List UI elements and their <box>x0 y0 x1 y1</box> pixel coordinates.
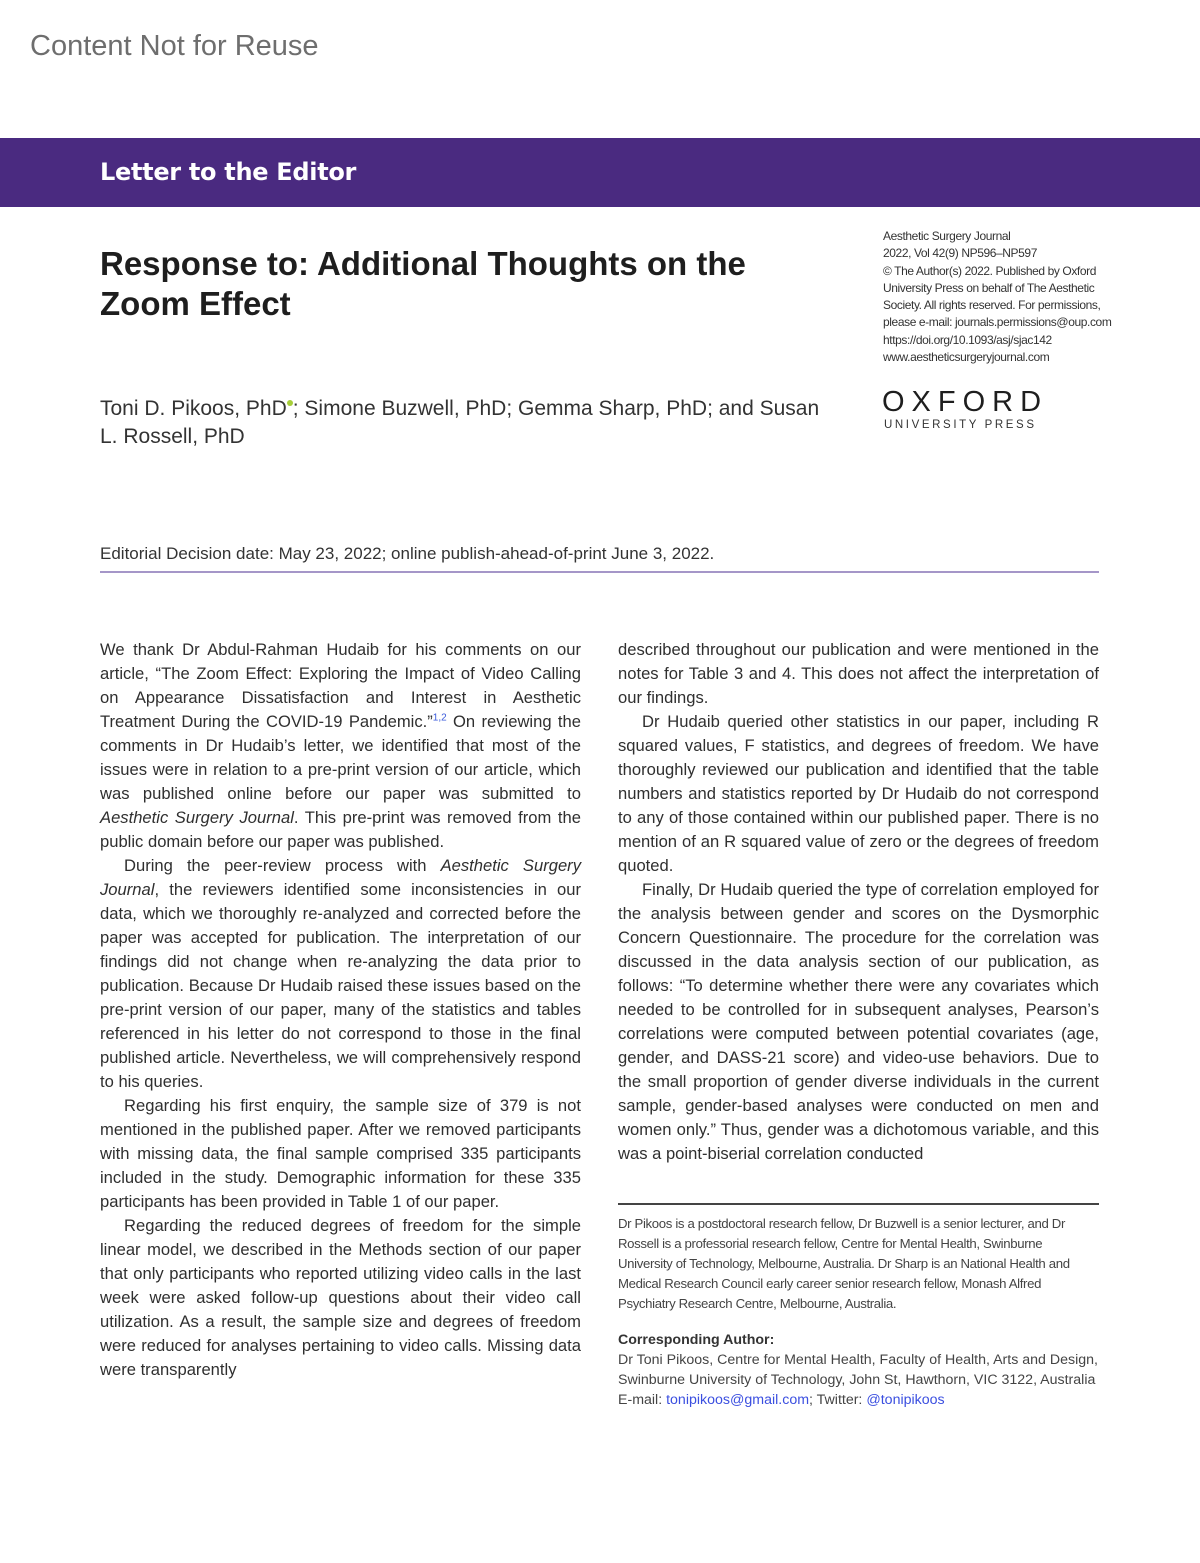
email-link[interactable]: tonipikoos@gmail.com <box>666 1392 810 1408</box>
paragraph: Finally, Dr Hudaib queried the type of correlation employed for the analysis between gender and scores on the Dysmorphic Concern Questionnaire. The procedure for the correlation was discussed in the data analysis section of our publication, as follows: “To determine whether there were any covariates which needed to be controlled for in subsequent analyses, Pearson’s correlations were computed between potential covariates (age, gender, and DASS-21 score) and video-use behaviors. Due to the small proportion of gender diverse individuals in the current sample, gender-based analyses were conducted on men and women only.” Thus, gender was a dichotomous variable, and this was a point-biserial correlation conducted <box>618 880 1099 1163</box>
paragraph: Regarding the reduced degrees of freedom for the simple linear model, we described in the Methods section of our paper that only participants who reported utilizing video calls in the last week were asked follow-up questions about their video call utilization. As a result, the sample size and degrees of freedom were reduced for analyses pertaining to video calls. Missing data were transparently <box>100 1216 581 1379</box>
twitter-link[interactable]: @tonipikoos <box>866 1392 945 1408</box>
journal-name: Aesthetic Surgery Journal <box>883 229 1011 243</box>
doi-link[interactable]: https://doi.org/10.1093/asj/sjac142 <box>883 332 1052 347</box>
paragraph: described throughout our publication and were mentioned in the notes for Table 3 and 4. This does not affect the interpretation of our findings. <box>618 640 1099 707</box>
text: We thank Dr Abdul-Rahman Hudaib for his comments on our article, “The Zoom Effect: Exploring the Impact of Video Calling on Appearance Dissatisfaction and Interest in Aesthetic Treatment During the COVID-19 Pandemic.” <box>100 640 581 731</box>
body-column-right <box>618 638 1099 1166</box>
journal-metadata <box>883 228 1113 366</box>
text: On reviewing the comments in Dr Hudaib’s letter, we identified that most of the issues were in relation to a pre-print version of our article, which was published online before our paper was submitted to <box>100 712 581 803</box>
article-type-label: Letter to the Editor <box>100 158 357 186</box>
reference-link[interactable]: 1,2 <box>432 712 447 724</box>
text: , the reviewers identified some inconsistencies in our data, which we thoroughly re-analyzed and corrected before the paper was accepted for publication. The interpretation of our findings did not change when re-analyzing the data prior to publication. Because Dr Hudaib raised these issues based on the pre-print version of our paper, many of the statistics and tables referenced in his letter do not correspond to those in the final published article. Nevertheless, we will comprehensively respond to his queries. <box>100 880 581 1091</box>
journal-italic: Aesthetic Surgery Journal <box>100 808 294 827</box>
watermark-text: Content Not for Reuse <box>30 30 319 62</box>
text: . This pre-print was removed from the public domain before our paper was published. <box>100 808 581 851</box>
oxford-logo: OXFORD <box>882 386 1049 418</box>
footnote-divider <box>618 1203 1099 1205</box>
journal-italic: Aesthetic Surgery Journal <box>100 856 581 899</box>
body-column-left <box>100 638 581 1382</box>
twitter-label: ; Twitter: <box>809 1392 867 1408</box>
copyright: © The Author(s) 2022. Published by Oxford University Press on behalf of The Aesthetic Society. All rights reserved. For permissions, please e-mail: journals.permissions@oup.com <box>883 263 1112 330</box>
oxford-logo-subtitle: UNIVERSITY PRESS <box>884 419 1037 431</box>
corresponding-author-heading: Corresponding Author: <box>618 1332 775 1348</box>
paragraph <box>100 638 581 854</box>
author-affiliations: Dr Pikoos is a postdoctoral research fellow, Dr Buzwell is a senior lecturer, and Dr Rossell is a professorial research fellow, Centre for Mental Health, Swinburne University of Technology, Melbourne, Australia. Dr Sharp is an National Health and Medical Research Council early career senior research fellow, Monash Alfred Psychiatry Research Centre, Melbourne, Australia. <box>618 1216 1070 1311</box>
journal-volume: 2022, Vol 42(9) NP596–NP597 <box>883 246 1037 261</box>
other-authors: ; Simone Buzwell, PhD; Gemma Sharp, PhD; and Susan L. Rossell, PhD <box>100 397 820 448</box>
email-label: E-mail: <box>618 1392 667 1408</box>
paragraph: Regarding his first enquiry, the sample size of 379 is not mentioned in the published paper. After we removed participants with missing data, the final sample comprised 335 participants included in the study. Demographic information for these 335 participants has been provided in Table 1 of our paper. <box>100 1096 581 1211</box>
corresponding-author-address: Dr Toni Pikoos, Centre for Mental Health, Faculty of Health, Arts and Design, Swinburne University of Technology, John St, Hawthorn, VIC 3122, Australia <box>618 1352 1098 1388</box>
contact-line <box>618 1390 1099 1410</box>
article-title: Response to: Additional Thoughts on the Zoom Effect <box>100 245 746 322</box>
author-list <box>100 395 840 451</box>
editorial-decision-date: Editorial Decision date: May 23, 2022; online publish-ahead-of-print June 3, 2022. <box>100 544 715 563</box>
header-divider <box>100 571 1099 573</box>
paragraph: Dr Hudaib queried other statistics in our paper, including R squared values, F statistics, and degrees of freedom. We have thoroughly reviewed our publication and identified that the table numbers and statistics reported by Dr Hudaib do not correspond to any of those contained within our published paper. There is no mention of an R squared value of zero or the degrees of freedom quoted. <box>618 712 1099 875</box>
text: During the peer-review process with <box>124 856 441 875</box>
first-author: Toni D. Pikoos, PhD <box>100 397 287 420</box>
corresponding-author <box>618 1330 1099 1410</box>
paragraph <box>100 854 581 1094</box>
journal-website[interactable]: www.aestheticsurgeryjournal.com <box>883 350 1050 365</box>
